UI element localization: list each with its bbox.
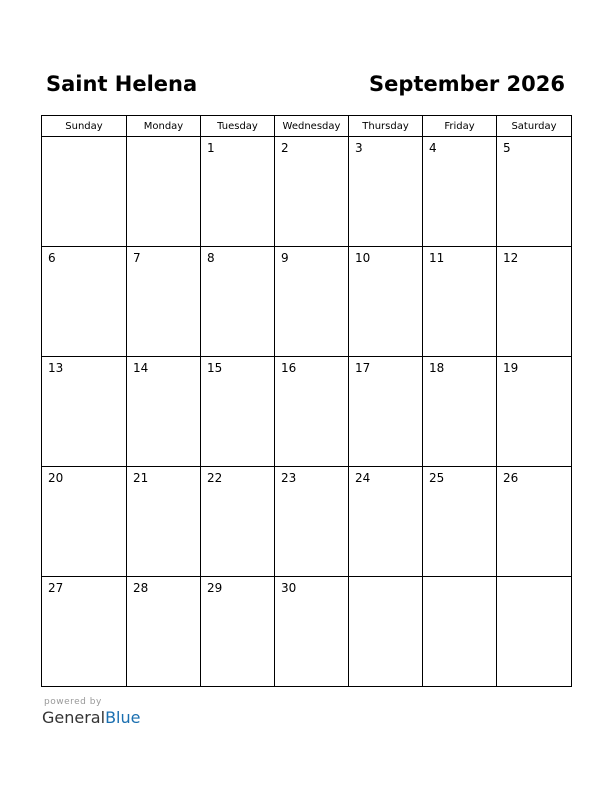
day-number: 24 xyxy=(355,471,371,485)
month-year-title: September 2026 xyxy=(369,72,565,96)
day-number xyxy=(127,137,200,141)
day-number: 5 xyxy=(503,141,511,155)
week-row xyxy=(42,577,572,687)
calendar-grid xyxy=(41,115,572,687)
day-cell xyxy=(423,247,497,357)
generalblue-branding[interactable] xyxy=(42,697,162,728)
day-cell xyxy=(275,577,349,687)
day-number: 25 xyxy=(429,471,445,485)
day-cell xyxy=(275,467,349,577)
day-number: 21 xyxy=(133,471,149,485)
day-cell xyxy=(423,137,497,247)
day-cell xyxy=(42,247,127,357)
day-cell xyxy=(42,357,127,467)
day-number: 8 xyxy=(207,251,215,265)
day-number: 7 xyxy=(133,251,141,265)
day-cell xyxy=(497,357,572,467)
day-cell xyxy=(497,247,572,357)
day-cell xyxy=(42,137,127,247)
day-cell xyxy=(275,357,349,467)
powered-by-label: powered by xyxy=(44,697,102,707)
day-number: 13 xyxy=(48,361,64,375)
day-cell xyxy=(349,467,423,577)
day-number xyxy=(42,137,126,141)
weekday-header: Saturday xyxy=(497,116,572,137)
day-number: 26 xyxy=(503,471,519,485)
day-cell xyxy=(42,467,127,577)
day-cell xyxy=(201,247,275,357)
logo-blue-text: Blue xyxy=(105,708,141,727)
region-title: Saint Helena xyxy=(46,72,198,96)
day-number xyxy=(349,577,422,581)
day-number xyxy=(497,577,571,581)
day-number: 1 xyxy=(207,141,215,155)
day-cell xyxy=(127,247,201,357)
day-number: 11 xyxy=(429,251,445,265)
day-cell xyxy=(423,357,497,467)
day-cell xyxy=(127,577,201,687)
day-cell xyxy=(349,577,423,687)
day-cell xyxy=(127,137,201,247)
weekday-header-row xyxy=(42,116,572,137)
day-cell xyxy=(349,137,423,247)
day-cell xyxy=(201,357,275,467)
day-cell xyxy=(497,467,572,577)
day-number: 22 xyxy=(207,471,223,485)
day-cell xyxy=(201,577,275,687)
weekday-header: Thursday xyxy=(349,116,423,137)
day-cell xyxy=(275,247,349,357)
day-number: 20 xyxy=(48,471,64,485)
week-row xyxy=(42,357,572,467)
day-cell xyxy=(127,357,201,467)
day-number: 27 xyxy=(48,581,64,595)
day-number: 3 xyxy=(355,141,363,155)
week-row xyxy=(42,247,572,357)
weekday-header: Wednesday xyxy=(275,116,349,137)
weekday-header: Tuesday xyxy=(201,116,275,137)
day-cell xyxy=(201,467,275,577)
day-cell xyxy=(423,467,497,577)
weekday-header: Friday xyxy=(423,116,497,137)
day-number: 30 xyxy=(281,581,297,595)
day-cell xyxy=(497,137,572,247)
week-row xyxy=(42,467,572,577)
day-cell xyxy=(349,247,423,357)
day-number: 23 xyxy=(281,471,297,485)
day-cell xyxy=(201,137,275,247)
day-cell xyxy=(349,357,423,467)
week-row xyxy=(42,137,572,247)
day-number: 10 xyxy=(355,251,371,265)
day-number: 6 xyxy=(48,251,56,265)
weekday-header: Sunday xyxy=(42,116,127,137)
day-number: 18 xyxy=(429,361,445,375)
day-number: 16 xyxy=(281,361,297,375)
day-number: 14 xyxy=(133,361,149,375)
weekday-header: Monday xyxy=(127,116,201,137)
day-number: 29 xyxy=(207,581,223,595)
day-number: 4 xyxy=(429,141,437,155)
day-number: 28 xyxy=(133,581,149,595)
logo-general-text: General xyxy=(42,708,106,727)
day-cell xyxy=(423,577,497,687)
day-cell xyxy=(275,137,349,247)
day-number: 15 xyxy=(207,361,223,375)
day-number: 2 xyxy=(281,141,289,155)
generalblue-logo xyxy=(42,708,162,728)
day-number xyxy=(423,577,496,581)
day-cell xyxy=(42,577,127,687)
day-number: 12 xyxy=(503,251,519,265)
day-number: 17 xyxy=(355,361,371,375)
day-number: 19 xyxy=(503,361,519,375)
day-number: 9 xyxy=(281,251,289,265)
day-cell xyxy=(127,467,201,577)
day-cell xyxy=(497,577,572,687)
